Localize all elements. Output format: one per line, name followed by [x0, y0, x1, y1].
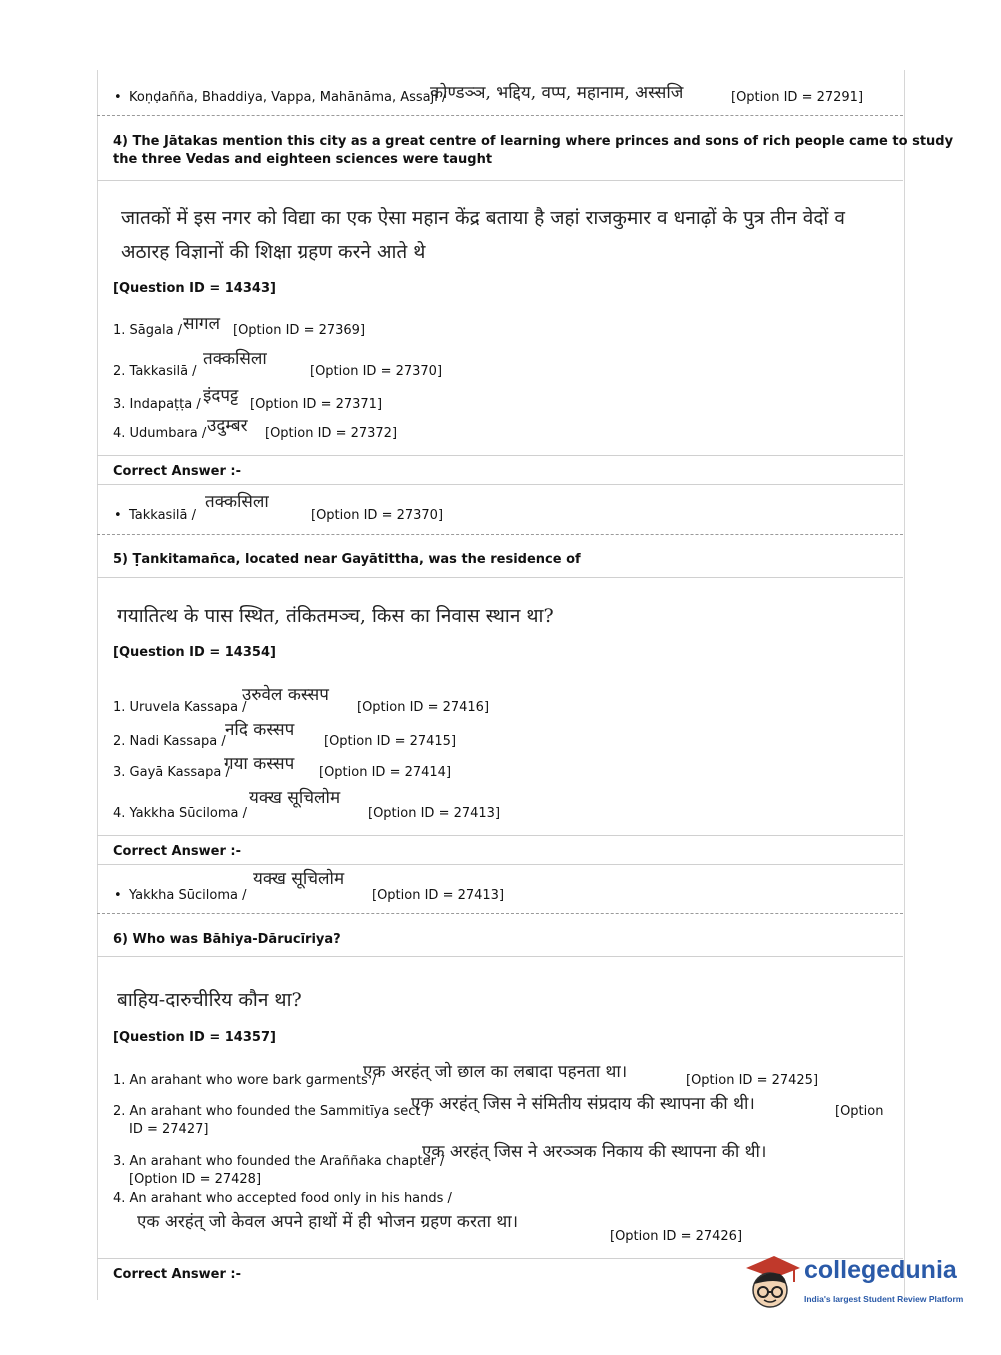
q5-answer-option-id: [Option ID = 27413] — [372, 888, 505, 903]
divider — [97, 484, 903, 485]
q6-option-2-id-b: ID = 27427] — [129, 1122, 209, 1137]
q5-option-3-id: [Option ID = 27414] — [319, 765, 452, 780]
divider — [97, 455, 903, 456]
q6-option-2-hindi: एक अरहंत् जिस ने संमितीय संप्रदाय की स्थापना की थी। — [411, 1094, 755, 1114]
q5-hindi: गयातित्थ के पास स्थित, तंकितमञ्च, किस का निवास स्थान था? — [117, 605, 554, 627]
q4-option-2-id: [Option ID = 27370] — [310, 364, 443, 379]
divider — [97, 864, 903, 865]
q5-option-2-hindi: नदि कस्सप — [225, 720, 295, 740]
separator — [97, 534, 903, 535]
q4-option-4-id: [Option ID = 27372] — [265, 426, 398, 441]
q6-option-1-hindi: एक अरहंत् जो छाल का लबादा पहनता था। — [363, 1062, 628, 1082]
divider — [97, 180, 903, 181]
q5-option-2-id: [Option ID = 27415] — [324, 734, 457, 749]
q4-option-3-hindi: इंदपट्ट — [203, 386, 239, 406]
top-answer-option-id: [Option ID = 27291] — [731, 90, 864, 105]
logo-brand: collegedunia — [804, 1256, 957, 1284]
mascot-icon — [740, 1248, 802, 1314]
q5-option-1-hindi: उरुवेल कस्सप — [242, 685, 329, 705]
q6-option-2-label: 2. An arahant who founded the Sammitīya sect / — [113, 1104, 430, 1119]
q4-option-2-label: 2. Takkasilā / — [113, 364, 197, 379]
q6-option-1-id: [Option ID = 27425] — [686, 1073, 819, 1088]
q4-option-3-label: 3. Indapaṭṭa / — [113, 397, 201, 412]
q4-option-3-id: [Option ID = 27371] — [250, 397, 383, 412]
q5-correct-answer-label: Correct Answer :- — [113, 844, 241, 859]
q5-option-4-hindi: यक्ख सूचिलोम — [249, 788, 341, 808]
q6-heading: 6) Who was Bāhiya-Dārucīriya? — [113, 932, 341, 947]
q6-hindi: बाहिय-दारुचीरिय कौन था? — [117, 989, 302, 1011]
divider — [97, 577, 903, 578]
q5-heading: 5) Ṭankitamañca, located near Gayātittha, was the residence of — [113, 552, 581, 567]
q4-heading-line1: 4) The Jātakas mention this city as a great centre of learning where princes and sons of rich people came to study — [113, 134, 954, 149]
q5-question-id: [Question ID = 14354] — [113, 645, 276, 660]
q4-option-1-id: [Option ID = 27369] — [233, 323, 366, 338]
q6-option-2-id-a: [Option — [835, 1104, 884, 1119]
q4-option-4-hindi: उदुम्बर — [207, 416, 248, 436]
q5-option-1-id: [Option ID = 27416] — [357, 700, 490, 715]
q5-option-4-label: 4. Yakkha Sūciloma / — [113, 806, 248, 821]
q5-answer-hindi: यक्ख सूचिलोम — [253, 869, 345, 889]
q6-question-id: [Question ID = 14357] — [113, 1030, 276, 1045]
q5-option-4-id: [Option ID = 27413] — [368, 806, 501, 821]
q4-answer-option-id: [Option ID = 27370] — [311, 508, 444, 523]
separator — [97, 115, 903, 116]
separator — [97, 913, 903, 914]
q6-option-4-hindi: एक अरहंत् जो केवल अपने हाथों में ही भोजन ग्रहण करता था। — [137, 1212, 519, 1232]
q6-option-3-hindi: एक अरहंत् जिस ने अरञ्ञक निकाय की स्थापना की थी। — [422, 1142, 767, 1162]
q6-option-4-label: 4. An arahant who accepted food only in his hands / — [113, 1191, 452, 1206]
q4-answer-hindi: तक्कसिला — [205, 492, 269, 512]
collegedunia-logo — [740, 1248, 970, 1314]
q4-heading-line2: the three Vedas and eighteen sciences were taught — [113, 152, 493, 167]
q4-option-1-label: 1. Sāgala / — [113, 323, 183, 338]
q5-answer-label: • Yakkha Sūciloma / — [129, 888, 246, 903]
q6-option-1-label: 1. An arahant who wore bark garments / — [113, 1073, 377, 1088]
divider — [97, 835, 903, 836]
q6-option-3-id: [Option ID = 27428] — [129, 1172, 262, 1187]
q6-option-4-id: [Option ID = 27426] — [610, 1229, 743, 1244]
q4-option-2-hindi: तक्कसिला — [203, 349, 267, 369]
q4-question-id: [Question ID = 14343] — [113, 281, 276, 296]
top-answer-hindi: कोण्डञ्ञ, भद्दिय, वप्प, महानाम, अस्सजि — [430, 83, 684, 103]
q4-hindi-line2: अठारह विज्ञानों की शिक्षा ग्रहण करने आते थे — [121, 241, 426, 263]
q5-option-1-label: 1. Uruvela Kassapa / — [113, 700, 247, 715]
q6-correct-answer-label: Correct Answer :- — [113, 1267, 241, 1282]
q5-option-3-label: 3. Gayā Kassapa / — [113, 765, 230, 780]
q4-option-4-label: 4. Udumbara / — [113, 426, 207, 441]
q6-option-3-label: 3. An arahant who founded the Araññaka chapter / — [113, 1154, 445, 1169]
q5-option-3-hindi: गया कस्सप — [224, 754, 295, 774]
q4-hindi-line1: जातकों में इस नगर को विद्या का एक ऐसा महान केंद्र बताया है जहां राजकुमार व धनाढ़ों के पुत्र तीन वेदों व — [121, 207, 845, 229]
q5-option-2-label: 2. Nadi Kassapa / — [113, 734, 226, 749]
divider — [97, 956, 903, 957]
top-answer-english: • Koṇḍañña, Bhaddiya, Vappa, Mahānāma, Assaji / — [129, 90, 446, 105]
q4-correct-answer-label: Correct Answer :- — [113, 464, 241, 479]
q4-answer-label: • Takkasilā / — [129, 508, 196, 523]
logo-tagline: India's largest Student Review Platform — [804, 1294, 964, 1304]
q4-option-1-hindi: सागल — [183, 314, 220, 334]
